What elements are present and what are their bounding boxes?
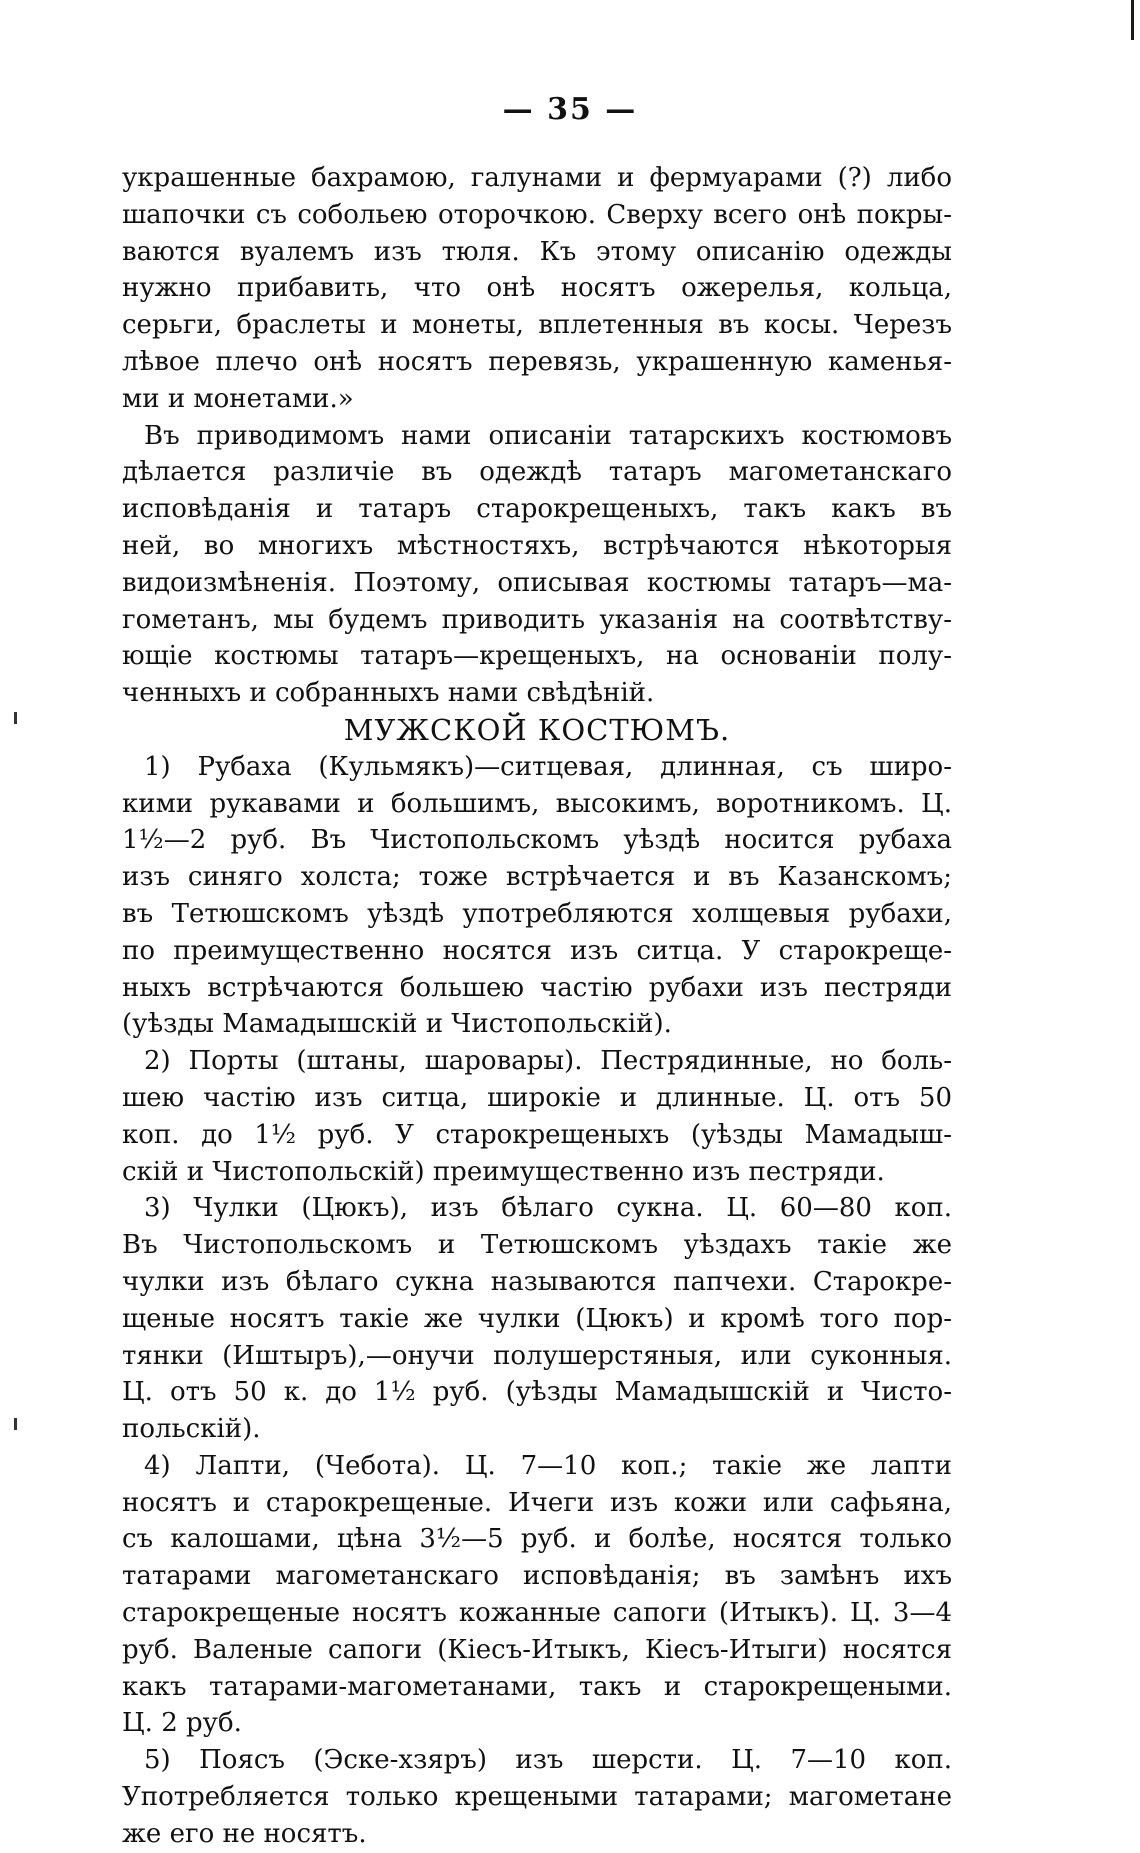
text-line: въ Тетюшскомъ уѣздѣ употребляются холщевыя рубахи,	[122, 898, 952, 929]
text-line: скій и Чистопольскій) преимущественно изъ пестряди.	[122, 1156, 885, 1187]
text-line: польскій).	[122, 1414, 261, 1445]
margin-mark	[14, 712, 17, 724]
text-line: Употребляется только крещеными татарами; магометане	[122, 1782, 952, 1813]
text-line: дѣлается различіе въ одеждѣ татаръ магометанскаго	[122, 457, 952, 488]
text-line: ми и монетами.»	[122, 383, 354, 414]
margin-mark	[14, 1418, 17, 1430]
text-line: по преимущественно носятся изъ ситца. У старокреще-	[122, 935, 952, 966]
text-line: руб. Валеные сапоги (Кіесъ-Итыкъ, Кіесъ-Итыги) носятся	[122, 1634, 952, 1665]
text-line: 2) Порты (штаны, шаровары). Пестрядинные, но боль-	[144, 1046, 952, 1077]
text-line: съ калошами, цѣна 3½—5 руб. и болѣе, носятся только	[122, 1524, 952, 1555]
text-line: нужно прибавить, что онѣ носятъ ожерелья, кольца,	[122, 273, 952, 304]
text-line: ваются вуалемъ изъ тюля. Къ этому описанію одежды	[122, 236, 952, 267]
text-line: ней, во многихъ мѣстностяхъ, встрѣчаются нѣкоторыя	[122, 530, 952, 561]
text-line: (уѣзды Мамадышскій и Чистопольскій).	[122, 1009, 672, 1040]
text-line: шапочки съ собольею оторочкою. Сверху всего онѣ покры-	[122, 199, 952, 230]
text-line: 4) Лапти, (Чебота). Ц. 7—10 коп.; такіе же лапти	[144, 1450, 952, 1481]
text-line: Ц. отъ 50 к. до 1½ руб. (уѣзды Мамадышскій и Чисто-	[122, 1377, 952, 1408]
text-line: гометанъ, мы будемъ приводить указанія на соотвѣтству-	[122, 604, 952, 635]
text-line: старокрещеные носятъ кожанные сапоги (Итыкъ). Ц. 3—4	[122, 1598, 952, 1629]
text-line: ныхъ встрѣчаются большею частію рубахи изъ пестряди	[122, 972, 952, 1003]
section-heading: МУЖСКОЙ КОСТЮМЪ.	[343, 712, 731, 747]
text-line: 1) Рубаха (Кульмякъ)—ситцевая, длинная, съ широ-	[144, 751, 952, 782]
text-line: лѣвое плечо онѣ носятъ перевязь, украшенную каменья-	[122, 346, 952, 377]
text-line: ющіе костюмы татаръ—крещеныхъ, на основаніи полу-	[122, 641, 952, 672]
text-line: 1½—2 руб. Въ Чистопольскомъ уѣздѣ носится рубаха	[122, 825, 952, 856]
text-line: Въ приводимомъ нами описаніи татарскихъ костюмовъ	[144, 420, 952, 451]
text-line: щеные носятъ такіе же чулки (Цюкъ) и кромѣ того пор-	[122, 1303, 952, 1334]
text-line: исповѣданія и татаръ старокрещеныхъ, такъ какъ въ	[122, 494, 952, 525]
text-line: Ц. 2 руб.	[122, 1708, 242, 1739]
text-line: 3) Чулки (Цюкъ), изъ бѣлаго сукна. Ц. 60—80 коп.	[144, 1193, 952, 1224]
text-line: носятъ и старокрещеные. Ичеги изъ кожи или сафьяна,	[122, 1487, 952, 1518]
text-line: кими рукавами и большимъ, высокимъ, воротникомъ. Ц.	[122, 788, 952, 819]
page-edge-line	[1131, 0, 1134, 40]
text-line: видоизмѣненія. Поэтому, описывая костюмы татаръ—ма-	[122, 567, 952, 598]
text-line: изъ синяго холста; тоже встрѣчается и въ Казанскомъ;	[122, 862, 952, 893]
text-line: серьги, браслеты и монеты, вплетенныя въ косы. Черезъ	[122, 310, 952, 341]
text-line: шею частію изъ ситца, широкіе и длинные. Ц. отъ 50	[122, 1082, 952, 1113]
text-line: какъ татарами-магометанами, такъ и старокрещеными.	[122, 1671, 952, 1702]
text-line: украшенные бахрамою, галунами и фермуарами (?) либо	[122, 163, 952, 193]
text-line: тянки (Иштыръ),—онучи полушерстяныя, или суконныя.	[122, 1340, 952, 1371]
text-line: Въ Чистопольскомъ и Тетюшскомъ уѣздахъ такіе же	[122, 1230, 952, 1261]
text-line: коп. до 1½ руб. У старокрещеныхъ (уѣзды Мамадыш-	[122, 1119, 952, 1150]
page-number: — 35 —	[502, 92, 638, 127]
text-line: ченныхъ и собранныхъ нами свѣдѣній.	[122, 678, 655, 709]
text-line: чулки изъ бѣлаго сукна называются папчехи. Старокре-	[122, 1266, 952, 1297]
text-line: татарами магометанскаго исповѣданія; въ замѣнъ ихъ	[122, 1561, 952, 1592]
body-text	[122, 160, 952, 1853]
text-line: же его не носятъ.	[122, 1818, 367, 1849]
text-line: 5) Поясъ (Эске-хзяръ) изъ шерсти. Ц. 7—10 коп.	[144, 1745, 952, 1776]
